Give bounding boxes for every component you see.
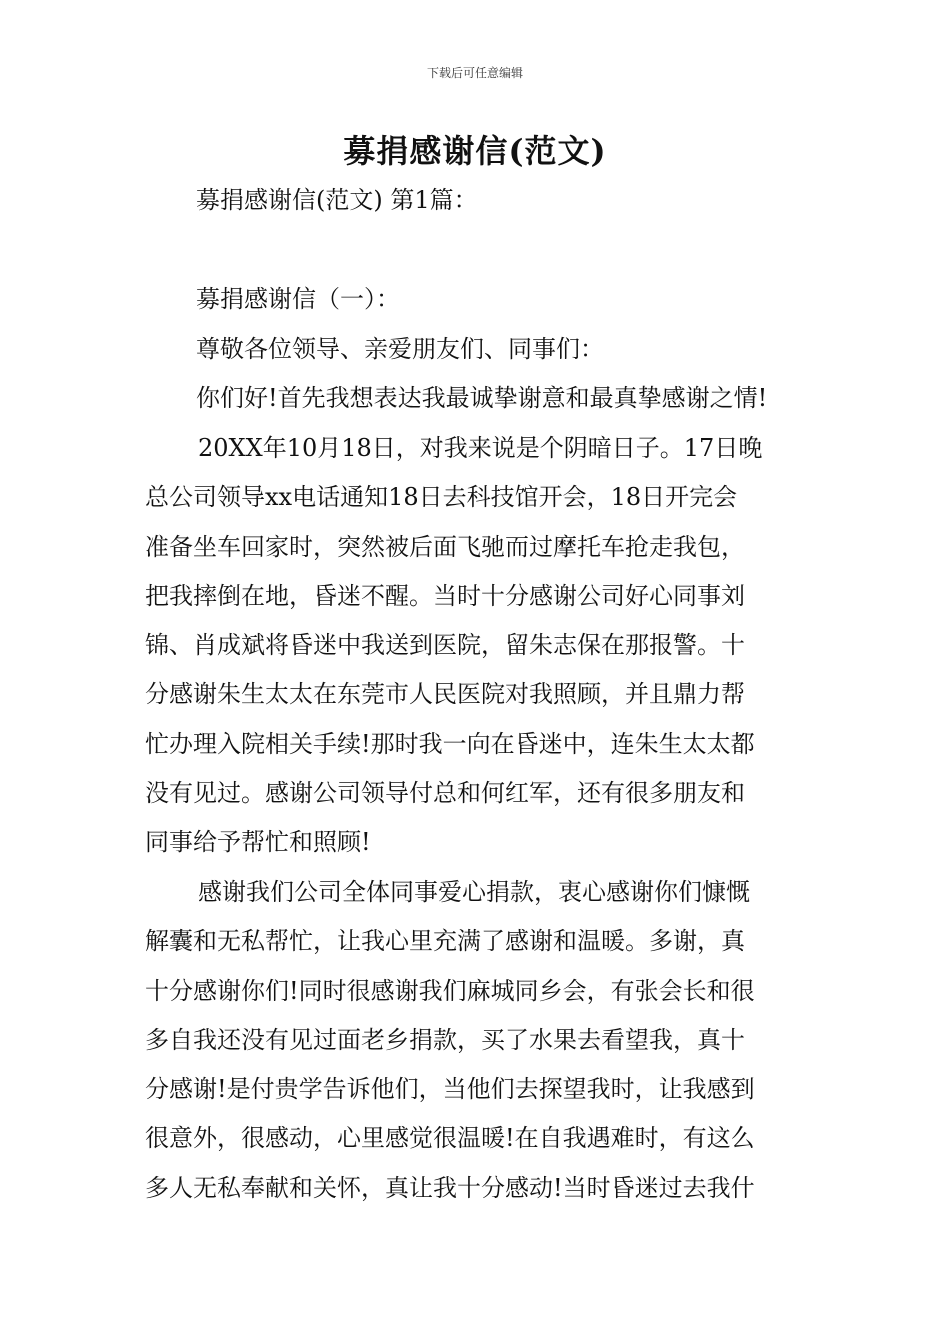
paragraph-line: 十分感谢你们!同时很感谢我们麻城同乡会，有张会长和很 bbox=[145, 976, 755, 1005]
paragraph-line: 解囊和无私帮忙，让我心里充满了感谢和温暖。多谢，真 bbox=[145, 927, 745, 956]
paragraph-line: 分感谢!是付贵学告诉他们，当他们去探望我时，让我感到 bbox=[145, 1075, 755, 1104]
header-note: 下载后可任意编辑 bbox=[426, 66, 523, 80]
paragraph-line: 没有见过。感谢公司领导付总和何红军，还有很多朋友和 bbox=[145, 779, 745, 808]
paragraph-line: 忙办理入院相关手续!那时我一向在昏迷中，连朱生太太都 bbox=[145, 729, 755, 758]
paragraph-line: 分感谢朱生太太在东莞市人民医院对我照顾，并且鼎力帮 bbox=[145, 680, 745, 709]
document-title: 募捐感谢信(范文) bbox=[343, 132, 607, 170]
paragraph-line: 20XX年10月18日，对我来说是个阴暗日子。17日晚 bbox=[198, 434, 763, 462]
greeting: 你们好!首先我想表达我最诚挚谢意和最真挚感谢之情! bbox=[196, 384, 768, 412]
paragraph-line: 同事给予帮忙和照顾! bbox=[145, 828, 371, 857]
paragraph-line: 多人无私奉献和关怀，真让我十分感动!当时昏迷过去我什 bbox=[145, 1173, 755, 1202]
paragraph-line: 总公司领导xx电话通知18日去科技馆开会，18日开完会 bbox=[145, 483, 738, 512]
subtitle: 募捐感谢信(范文) 第1篇： bbox=[196, 186, 478, 214]
paragraph-line: 准备坐车回家时，突然被后面飞驰而过摩托车抢走我包， bbox=[145, 532, 745, 561]
paragraph-1 bbox=[145, 424, 810, 868]
paragraph-2 bbox=[145, 868, 810, 1213]
paragraph-line: 锦、肖成斌将昏迷中我送到医院，留朱志保在那报警。十 bbox=[145, 631, 745, 660]
paragraph-line: 把我摔倒在地，昏迷不醒。当时十分感谢公司好心同事刘 bbox=[145, 581, 745, 610]
section-heading: 募捐感谢信（一）： bbox=[196, 285, 400, 313]
paragraph-line: 多自我还没有见过面老乡捐款，买了水果去看望我，真十 bbox=[145, 1025, 745, 1054]
paragraph-line: 很意外，很感动，心里感觉很温暖!在自我遇难时，有这么 bbox=[145, 1124, 755, 1153]
salutation: 尊敬各位领导、亲爱朋友们、同事们： bbox=[196, 335, 604, 363]
paragraph-line: 感谢我们公司全体同事爱心捐款，衷心感谢你们慷慨 bbox=[198, 878, 750, 906]
